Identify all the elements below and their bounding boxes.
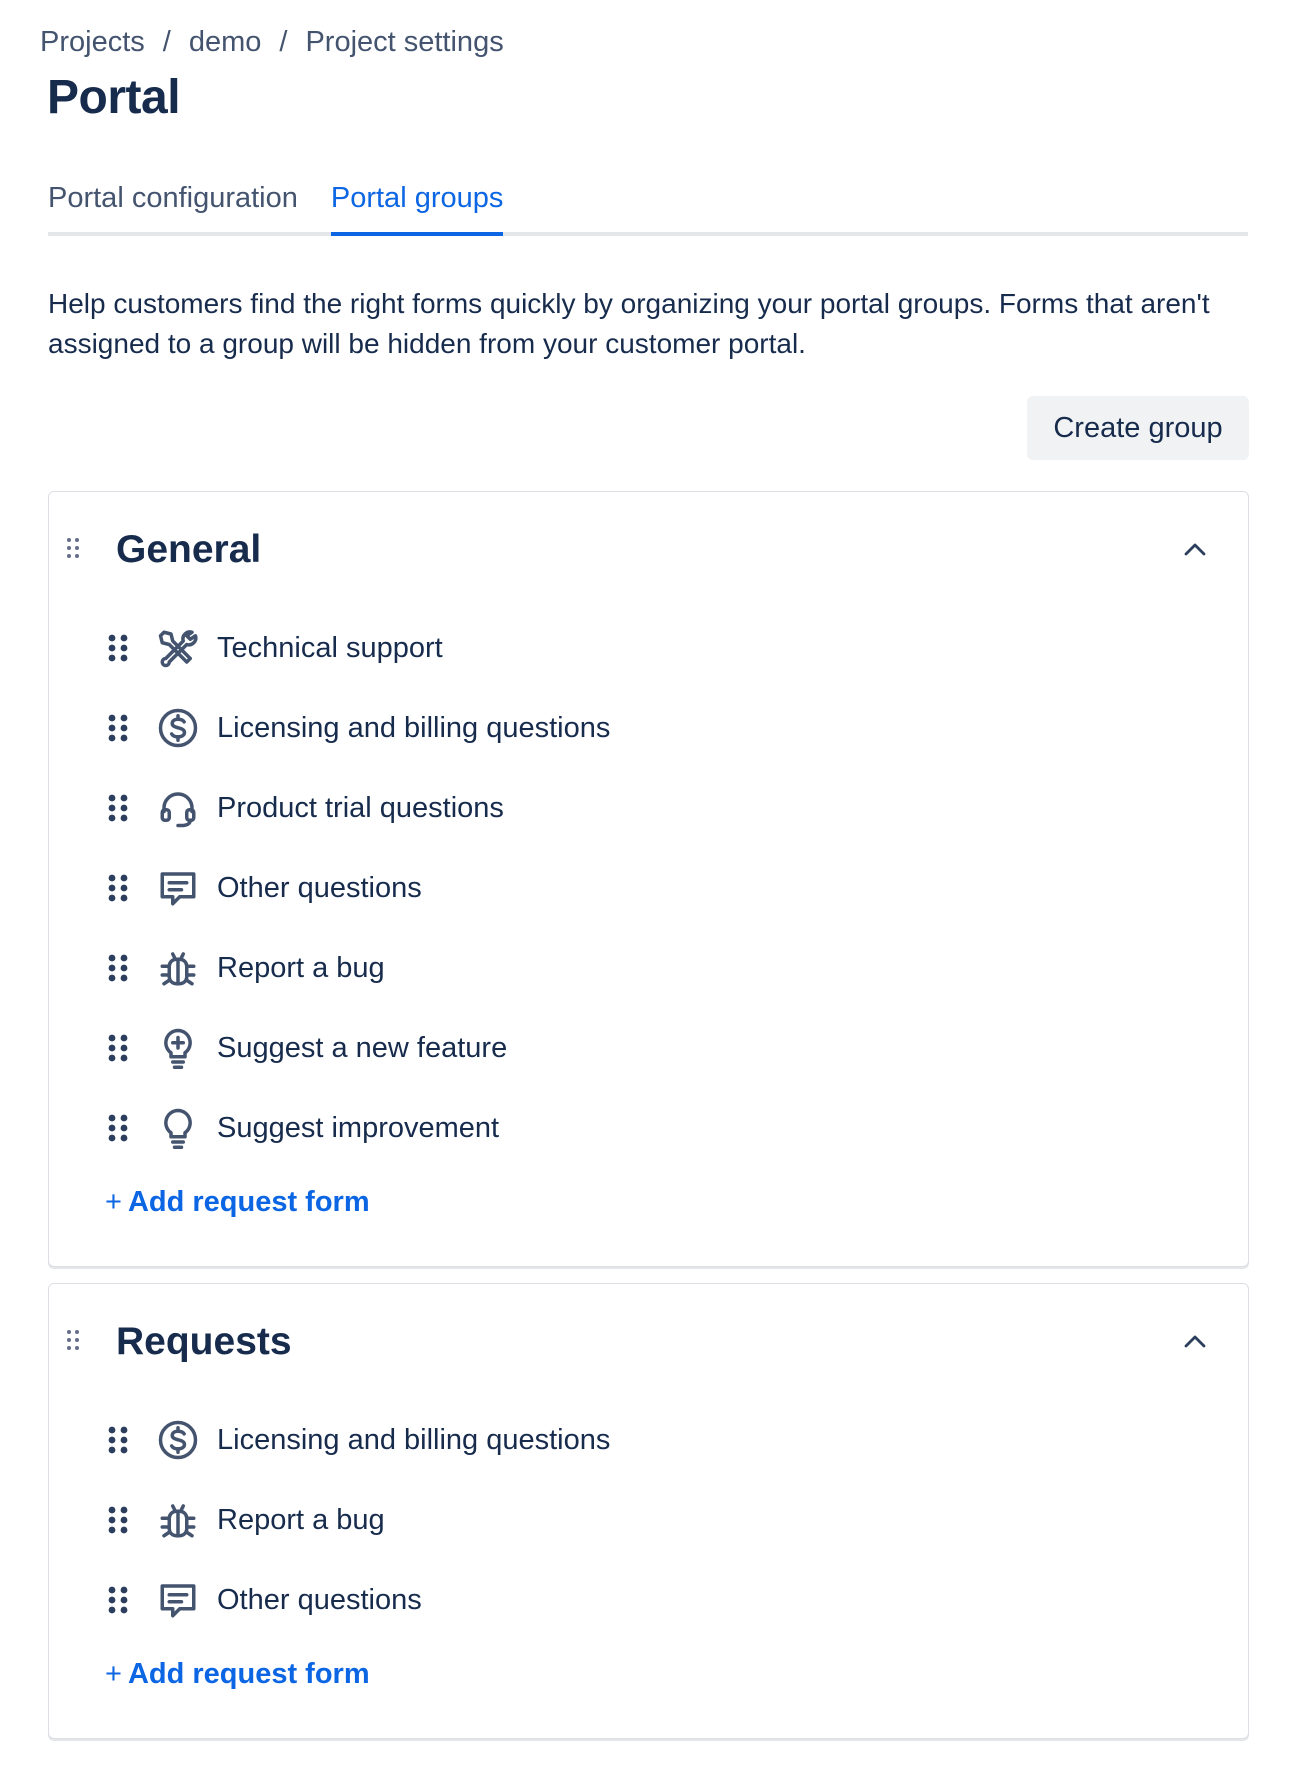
- request-form-label: Report a bug: [217, 1503, 385, 1536]
- breadcrumb-projects[interactable]: Projects: [40, 26, 145, 58]
- breadcrumb-project-settings[interactable]: Project settings: [305, 26, 504, 58]
- comment-icon: [157, 1579, 199, 1621]
- breadcrumb-separator: /: [162, 26, 171, 58]
- tools-icon: [157, 627, 199, 669]
- tab-portal-groups[interactable]: Portal groups: [331, 182, 504, 232]
- group-drag-handle-icon[interactable]: [65, 1328, 81, 1352]
- request-form-label: Report a bug: [217, 951, 385, 984]
- request-form-item[interactable]: [107, 608, 610, 688]
- drag-handle-icon[interactable]: [107, 1585, 129, 1615]
- request-form-label: Suggest a new feature: [217, 1031, 508, 1064]
- chevron-up-icon[interactable]: [1182, 1332, 1208, 1350]
- chevron-up-icon[interactable]: [1182, 540, 1208, 558]
- tab-portal-configuration[interactable]: Portal configuration: [48, 182, 298, 214]
- request-form-item[interactable]: [107, 928, 610, 1008]
- drag-handle-icon[interactable]: [107, 793, 129, 823]
- add-request-form-label: Add request form: [127, 1658, 370, 1690]
- request-form-label: Licensing and billing questions: [217, 1423, 611, 1456]
- lightbulb-icon: [157, 1107, 199, 1149]
- drag-handle-icon[interactable]: [107, 953, 129, 983]
- request-form-item[interactable]: [107, 848, 610, 928]
- portal-group-general: [48, 491, 1249, 1267]
- tab-bar: [48, 182, 1248, 236]
- group-drag-handle-icon[interactable]: [65, 536, 81, 560]
- request-form-item[interactable]: [107, 688, 610, 768]
- bug-icon: [157, 947, 199, 989]
- create-group-button[interactable]: Create group: [1027, 396, 1249, 460]
- page-description: Help customers find the right forms quickly by organizing your portal groups. Forms that aren't assigned to a group will be hidden from your customer portal.: [48, 288, 1210, 359]
- drag-handle-icon[interactable]: [107, 713, 129, 743]
- add-request-form-link[interactable]: [105, 1658, 370, 1691]
- group-title: Requests: [116, 1320, 292, 1363]
- headset-icon: [157, 787, 199, 829]
- breadcrumb: [40, 26, 504, 59]
- request-form-label: Suggest improvement: [217, 1111, 500, 1144]
- request-form-list: [107, 1400, 610, 1640]
- drag-handle-icon[interactable]: [107, 1505, 129, 1535]
- comment-icon: [157, 867, 199, 909]
- request-form-item[interactable]: [107, 1400, 610, 1480]
- plus-icon: +: [105, 1186, 122, 1218]
- request-form-item[interactable]: [107, 1088, 610, 1168]
- page-title: Portal: [47, 71, 181, 124]
- drag-handle-icon[interactable]: [107, 633, 129, 663]
- drag-handle-icon[interactable]: [107, 873, 129, 903]
- breadcrumb-separator: /: [279, 26, 288, 58]
- dollar-circle-icon: [157, 1419, 199, 1461]
- group-title: General: [116, 528, 262, 571]
- request-form-label: Other questions: [217, 1583, 422, 1616]
- bug-icon: [157, 1499, 199, 1541]
- request-form-label: Licensing and billing questions: [217, 711, 611, 744]
- plus-icon: +: [105, 1658, 122, 1690]
- request-form-label: Technical support: [217, 631, 443, 664]
- drag-handle-icon[interactable]: [107, 1425, 129, 1455]
- request-form-list: [107, 608, 610, 1168]
- drag-handle-icon[interactable]: [107, 1113, 129, 1143]
- request-form-item[interactable]: [107, 1480, 610, 1560]
- lightbulb-plus-icon: [157, 1027, 199, 1069]
- add-request-form-label: Add request form: [127, 1186, 370, 1218]
- request-form-label: Other questions: [217, 871, 422, 904]
- dollar-circle-icon: [157, 707, 199, 749]
- breadcrumb-project[interactable]: demo: [188, 26, 262, 58]
- request-form-item[interactable]: [107, 1008, 610, 1088]
- portal-group-requests: [48, 1283, 1249, 1739]
- request-form-label: Product trial questions: [217, 791, 504, 824]
- add-request-form-link[interactable]: [105, 1186, 370, 1219]
- drag-handle-icon[interactable]: [107, 1033, 129, 1063]
- request-form-item[interactable]: [107, 768, 610, 848]
- request-form-item[interactable]: [107, 1560, 610, 1640]
